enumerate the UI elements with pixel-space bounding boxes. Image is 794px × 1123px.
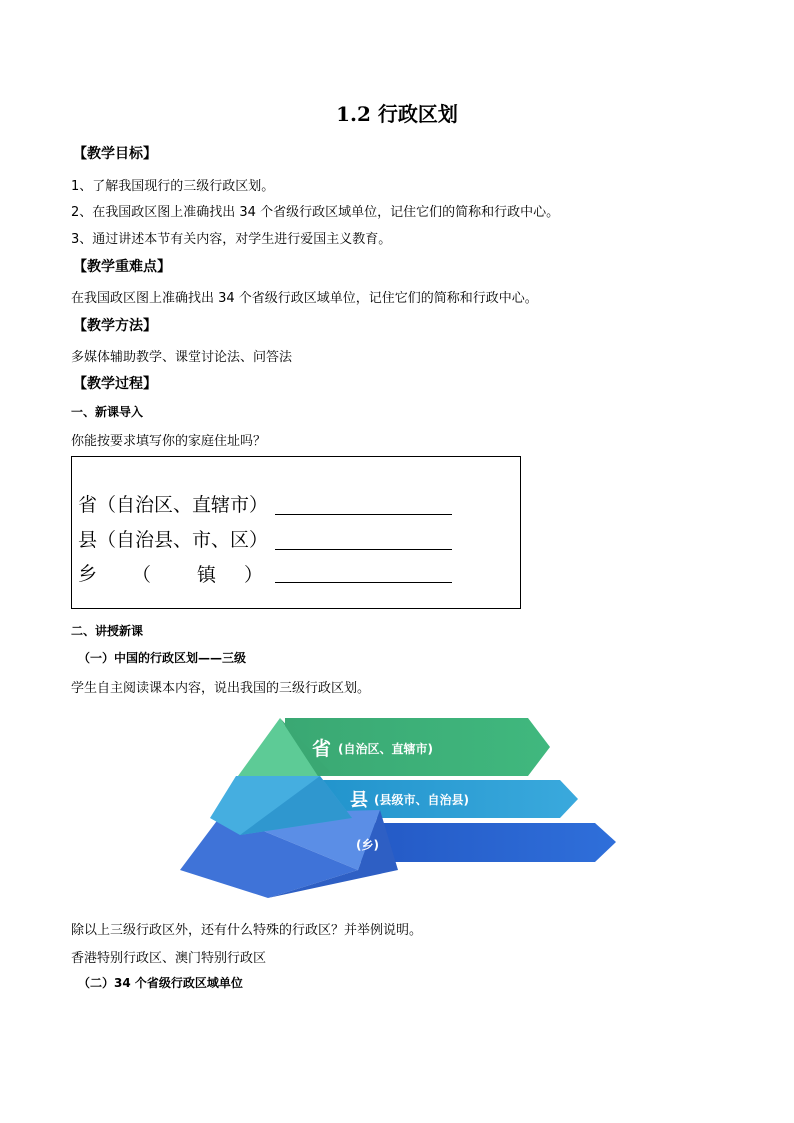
address-township-open: （	[132, 564, 152, 586]
pyramid-level1-main: 省	[312, 738, 332, 760]
section-methods: 【教学方法】	[73, 318, 157, 334]
address-province-blank[interactable]	[275, 514, 452, 515]
pyramid-level1-note: (自治区、直辖市)	[338, 742, 433, 756]
address-township-char: 乡	[78, 563, 98, 585]
pyramid-level2-main: 县	[350, 790, 368, 811]
part2-heading: 二、讲授新课	[71, 624, 144, 638]
objective-item: 2、在我国政区图上准确找出 34 个省级行政区域单位，记住它们的简称和行政中心。	[71, 205, 560, 220]
objective-item: 3、通过讲述本节有关内容，对学生进行爱国主义教育。	[71, 232, 392, 247]
part2-sub1: （一）中国的行政区划——三级	[78, 651, 247, 665]
objective-item: 1、了解我国现行的三级行政区划。	[71, 179, 275, 194]
pyramid-level3-note: (乡)	[356, 838, 379, 852]
part2-sub2: （二）34 个省级行政区域单位	[78, 976, 243, 990]
key-points-text: 在我国政区图上准确找出 34 个省级行政区域单位，记住它们的简称和行政中心。	[71, 291, 538, 306]
address-county-blank[interactable]	[275, 549, 452, 550]
address-province-label: 省（自治区、直辖市）	[78, 494, 269, 516]
part2-question2: 除以上三级行政区外，还有什么特殊的行政区？并举例说明。	[71, 923, 423, 938]
part1-heading: 一、新课导入	[71, 405, 144, 419]
address-township-blank[interactable]	[275, 582, 452, 583]
section-process: 【教学过程】	[73, 376, 157, 392]
section-key-points: 【教学重难点】	[73, 259, 171, 275]
admin-levels-pyramid	[170, 710, 630, 905]
address-county-label: 县（自治县、市、区）	[78, 529, 269, 551]
part1-question: 你能按要求填写你的家庭住址吗？	[71, 434, 267, 449]
methods-text: 多媒体辅助教学、课堂讨论法、问答法	[71, 350, 293, 365]
address-township-mid: 镇	[197, 564, 217, 586]
page-title: 1.2 行政区划	[336, 102, 458, 126]
address-township-close: ）	[244, 564, 264, 586]
section-objectives: 【教学目标】	[73, 146, 157, 162]
pyramid-level2-note: (县级市、自治县)	[374, 793, 469, 807]
part2-sub1-text: 学生自主阅读课本内容，说出我国的三级行政区划。	[71, 681, 371, 696]
part2-answer2: 香港特别行政区、澳门特别行政区	[71, 951, 267, 966]
address-form	[71, 456, 521, 609]
